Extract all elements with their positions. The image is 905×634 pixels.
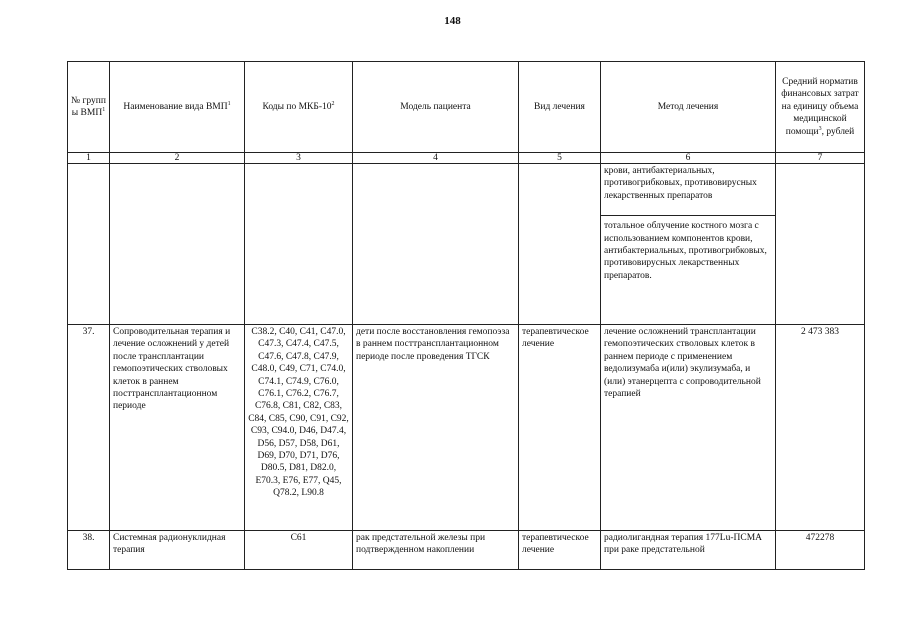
group-number: 37. — [68, 325, 110, 531]
vmp-name: Сопроводительная терапия и лечение осложнений у детей после трансплантации гемопоэтических стволовых клеток в раннем посттрансплантационном периоде — [110, 325, 245, 531]
header-row — [68, 62, 865, 153]
patient-model: рак предстательной железы при подтвержденном накоплении — [353, 531, 519, 570]
treatment-method: радиолигандная терапия 177Lu-ПСМА при раке предстательной — [601, 531, 776, 570]
column-number: 1 — [68, 153, 110, 164]
header-treatment-type: Вид лечения — [519, 62, 601, 153]
header-cost-norm: Средний норматив финансовых затрат на единицу объема медицинской помощи$^3$, рублей — [776, 62, 865, 153]
header-patient-model: Модель пациента — [353, 62, 519, 153]
group-number: 38. — [68, 531, 110, 570]
column-number: 5 — [519, 153, 601, 164]
table-row — [68, 531, 865, 570]
column-number: 3 — [245, 153, 353, 164]
treatment-type: терапевтическое лечение — [519, 325, 601, 531]
treatment-method: лечение осложнений трансплантации гемопоэтических стволовых клеток в раннем периоде с применением ведолизумаба и(или) экулизумаба, и (или) этанерцепта с сопроводительной терапией — [601, 325, 776, 531]
table-row — [68, 325, 865, 531]
header-icd-codes: Коды по МКБ-$10^2$ — [245, 62, 353, 153]
vmp-table — [67, 61, 865, 570]
column-number: 7 — [776, 153, 865, 164]
method-text: тотальное облучение костного мозга с использованием компонентов крови, антибактериальных, противогрибковых, противовирусных лекарственных препаратов. — [601, 215, 775, 283]
header-group-number: № групп ы ВМП$^1$ — [68, 62, 110, 153]
page-number: 148 — [444, 15, 461, 27]
method-text: крови, антибактериальных, противогрибковых, противовирусных лекарственных препаратов — [604, 166, 757, 201]
table-row — [68, 164, 865, 325]
vmp-name: Системная радионуклидная терапия — [110, 531, 245, 570]
column-number-row — [68, 153, 865, 164]
column-number: 6 — [601, 153, 776, 164]
icd-codes: C38.2, C40, C41, C47.0, C47.3, C47.4, C47.5, C47.6, C47.8, C47.9, C48.0, C49, C71, C74.0, C74.1, C74.9, C76.0, C76.1, C76.2, C76.7, C76.8, C81, C82, C83, C84, C85, C90, C91, C92, C93, C94.0, D46, D47.4, D56, D57, D58, D61, D69, D70, D71, D76, D80.5, D81, D82.0, E70.3, E76, E77, Q45, Q78.2, L90.8 — [245, 325, 353, 531]
column-number: 4 — [353, 153, 519, 164]
cost-norm: 2 473 383 — [776, 325, 865, 531]
patient-model: дети после восстановления гемопоэза в раннем посттрансплантационном периоде после проведения ТГСК — [353, 325, 519, 531]
treatment-type: терапевтическое лечение — [519, 531, 601, 570]
header-vmp-name: Наименование вида ВМП$^1$ — [110, 62, 245, 153]
cost-norm: 472278 — [776, 531, 865, 570]
column-number: 2 — [110, 153, 245, 164]
header-treatment-method: Метод лечения — [601, 62, 776, 153]
method-cell — [601, 164, 776, 325]
icd-codes: C61 — [245, 531, 353, 570]
